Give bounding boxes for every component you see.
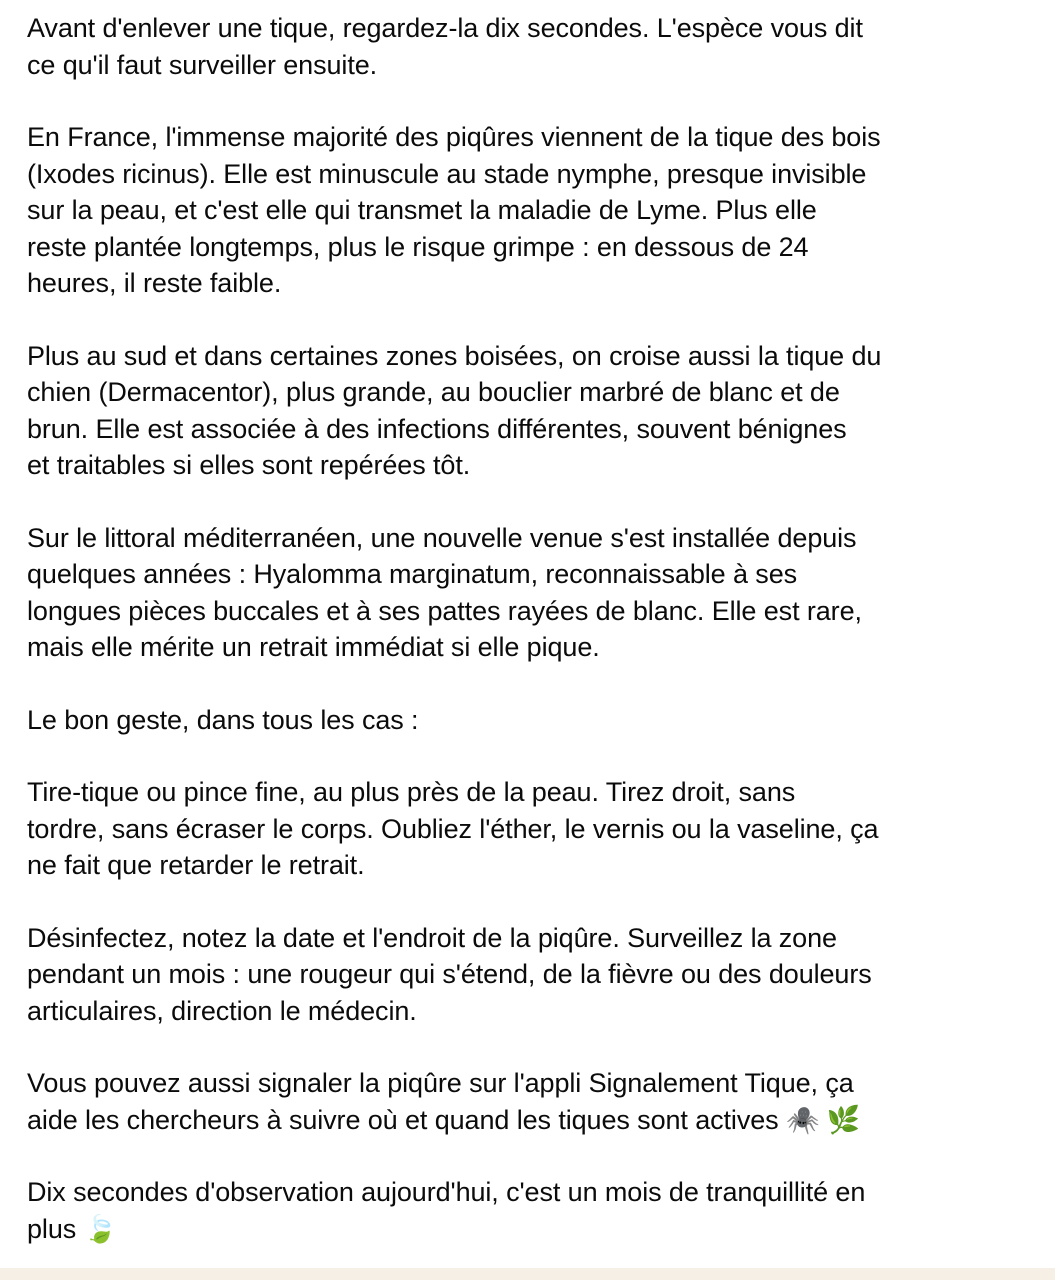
paragraph-dermacentor: Plus au sud et dans certaines zones boisées, on croise aussi la tique du chien (Dermacentor), plus grande, au bouclier marbré de blanc et de brun. Elle est associée à des infections différentes, souvent bénignes et traitables si elles sont repérées tôt. <box>27 340 882 480</box>
paragraph-hyalomma: Sur le littoral méditerranéen, une nouvelle venue s'est installée depuis quelques années : Hyalomma marginatum, reconnaissable à ses longues pièces buccales et à ses pattes rayées de blanc. Elle est rare, mais elle mérite un retrait immédiat si elle pique. <box>27 522 862 662</box>
paragraph-good-gesture: Le bon geste, dans tous les cas : <box>27 704 419 735</box>
bottom-strip <box>0 1268 1055 1280</box>
paragraph-removal: Tire-tique ou pince fine, au plus près de la peau. Tirez droit, sans tordre, sans écraser le corps. Oubliez l'éther, le vernis ou la vaseline, ça ne fait que retarder le retrait. <box>27 777 879 880</box>
paragraph-conclusion: Dix secondes d'observation aujourd'hui, c'est un mois de tranquillité en plus 🍃 <box>27 1177 866 1244</box>
paragraph-disinfect: Désinfectez, notez la date et l'endroit de la piqûre. Surveillez la zone pendant un mois : une rougeur qui s'étend, de la fièvre ou des douleurs articulaires, direction le médecin. <box>27 922 872 1026</box>
paragraph-ixodes: En France, l'immense majorité des piqûres viennent de la tique des bois (Ixodes ricinus). Elle est minuscule au stade nymphe, presque invisible sur la peau, et c'est elle qui transmet la maladie de Lyme. Plus elle reste plantée longtemps, plus le risque grimpe : en dessous de 24 heures, il reste faible. <box>27 122 881 298</box>
paragraph-intro: Avant d'enlever une tique, regardez-la dix secondes. L'espèce vous dit ce qu'il faut surveiller ensuite. <box>27 13 863 80</box>
paragraph-report-app: Vous pouvez aussi signaler la piqûre sur l'appli Signalement Tique, ça aide les chercheurs à suivre où et quand les tiques sont actives 🕷️ 🌿 <box>27 1068 861 1135</box>
